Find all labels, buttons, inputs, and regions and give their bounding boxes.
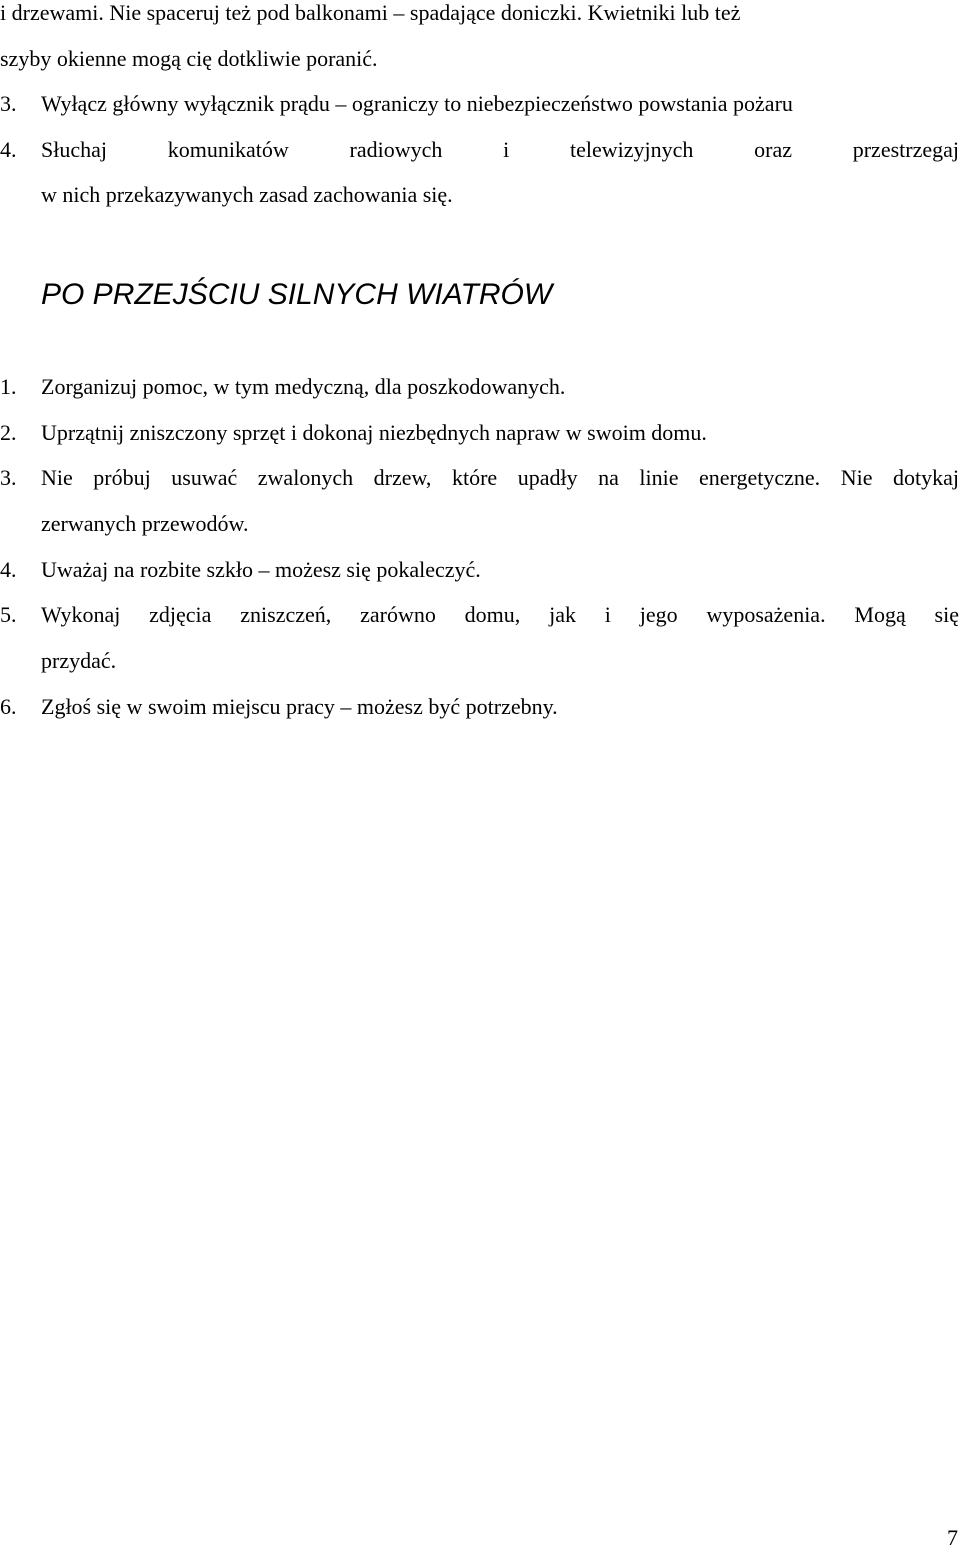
section-heading: PO PRZEJŚCIU SILNYCH WIATRÓW <box>41 278 553 311</box>
list-item-text: Uważaj na rozbite szkło – możesz się pokaleczyć. <box>41 557 481 582</box>
list-item-number: 6. <box>0 694 17 719</box>
list-item-number: 1. <box>0 374 17 399</box>
list-item-number: 3. <box>0 91 17 116</box>
list-item-text: zerwanych przewodów. <box>41 511 249 536</box>
list-item-number: 4. <box>0 137 17 162</box>
list-item-text: Słuchaj komunikatów radiowych i telewizyjnych oraz przestrzegaj <box>41 137 959 162</box>
list-item-text: Uprzątnij zniszczony sprzęt i dokonaj niezbędnych napraw w swoim domu. <box>41 420 707 445</box>
paragraph-continuation-line: szyby okienne mogą cię dotkliwie poranić. <box>0 46 378 71</box>
list-item-text: Nie próbuj usuwać zwalonych drzew, które upadły na linie energetyczne. Nie dotykaj <box>41 465 959 490</box>
list-item-text: Wyłącz główny wyłącznik prądu – ograniczy to niebezpieczeństwo powstania pożaru <box>41 91 793 116</box>
page-number: 7 <box>947 1525 958 1550</box>
list-item-number: 2. <box>0 420 17 445</box>
list-item-number: 4. <box>0 557 17 582</box>
list-item-text: Zgłoś się w swoim miejscu pracy – możesz być potrzebny. <box>41 694 558 719</box>
list-item-text: Zorganizuj pomoc, w tym medyczną, dla poszkodowanych. <box>41 374 566 399</box>
list-item-text: przydać. <box>41 648 117 673</box>
list-item-number: 3. <box>0 465 17 490</box>
paragraph-continuation-line: i drzewami. Nie spaceruj też pod balkonami – spadające doniczki. Kwietniki lub też <box>0 0 741 25</box>
list-item-text: Wykonaj zdjęcia zniszczeń, zarówno domu, jak i jego wyposażenia. Mogą się <box>41 602 959 627</box>
list-item-number: 5. <box>0 602 17 627</box>
list-item-text: w nich przekazywanych zasad zachowania się. <box>41 182 453 207</box>
